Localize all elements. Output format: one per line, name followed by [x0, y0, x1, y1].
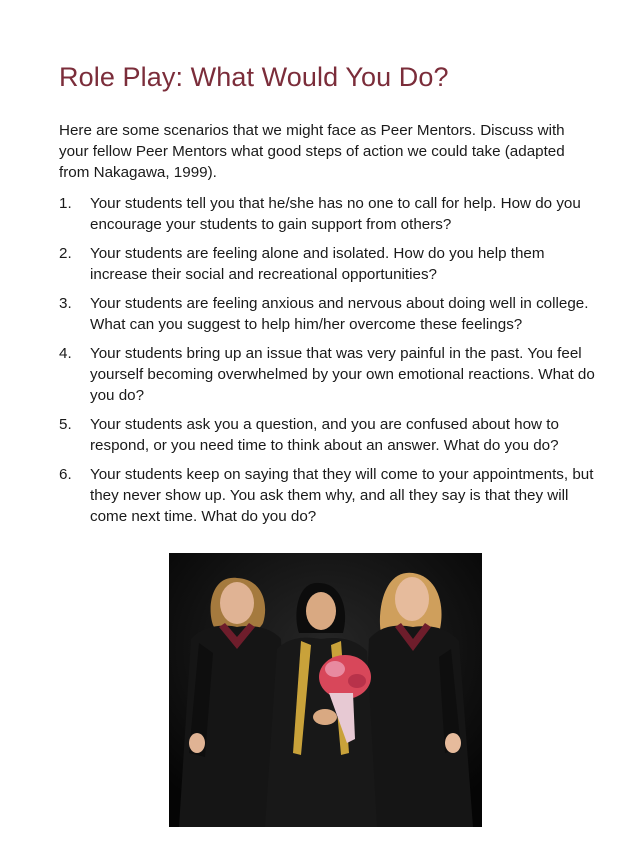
graduation-photo [169, 553, 482, 827]
list-item [59, 464, 604, 527]
list-item [59, 343, 604, 406]
scenario-list [59, 193, 604, 535]
list-item [59, 414, 604, 456]
graduation-photo-illustration [169, 553, 482, 827]
scenario-number: 5. [59, 416, 72, 433]
intro-paragraph: Here are some scenarios that we might face as Peer Mentors. Discuss with your fellow Peer Mentors what good steps of action we could take (adapted from Nakagawa, 1999). [59, 122, 565, 181]
page-title: Role Play: What Would You Do? [59, 62, 449, 92]
scenario-number: 1. [59, 195, 72, 212]
scenario-text: Your students are feeling anxious and nervous about doing well in college. What can you suggest to help him/her overcome these feelings? [90, 295, 589, 333]
scenario-number: 6. [59, 466, 72, 483]
list-item [59, 193, 604, 235]
list-item [59, 243, 604, 285]
scenario-text: Your students are feeling alone and isolated. How do you help them increase their social and recreational opportunities? [90, 245, 545, 283]
scenario-text: Your students bring up an issue that was very painful in the past. You feel yourself becoming overwhelmed by your own emotional reactions. What do you do? [90, 345, 595, 404]
scenario-text: Your students tell you that he/she has no one to call for help. How do you encourage your students to gain support from others? [90, 195, 581, 233]
scenario-text: Your students ask you a question, and you are confused about how to respond, or you need time to think about an answer. What do you do? [90, 416, 559, 454]
list-item [59, 293, 604, 335]
scenario-text: Your students keep on saying that they will come to your appointments, but they never show up. You ask them why, and all they say is that they will come next time. What do you do? [90, 466, 594, 525]
scenario-number: 4. [59, 345, 72, 362]
scenario-number: 3. [59, 295, 72, 312]
scenario-number: 2. [59, 245, 72, 262]
